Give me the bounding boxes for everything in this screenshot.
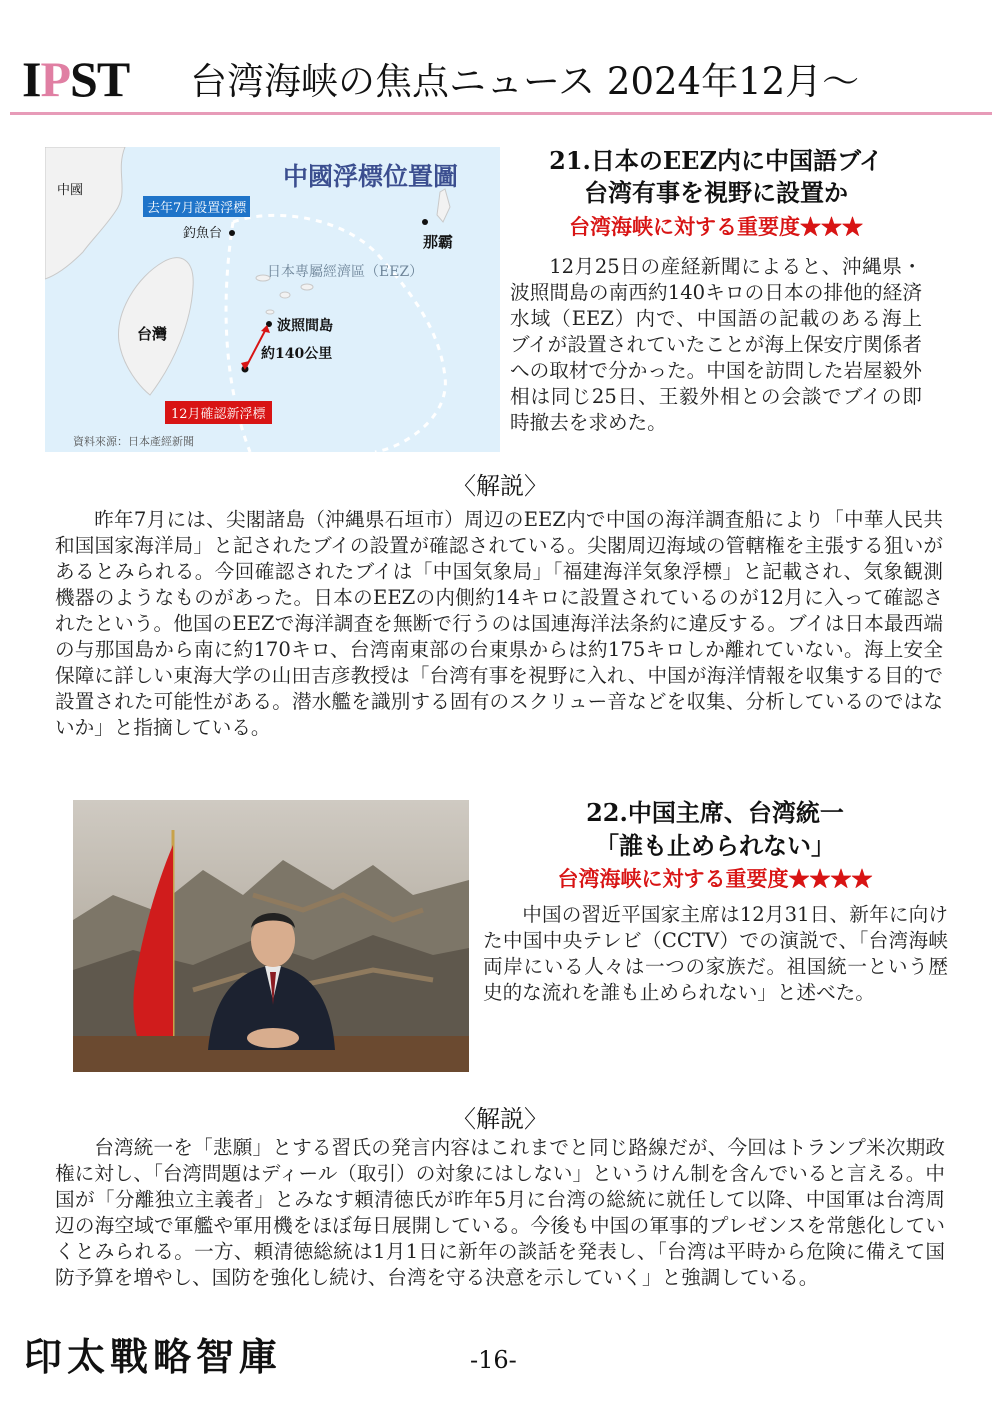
map-label-diaoyu: 釣魚台	[183, 226, 223, 241]
page-number: -16-	[470, 1346, 517, 1374]
article22-heading-line1: 22.中国主席、台湾統一	[586, 798, 844, 827]
map-label-distance: 約140公里	[261, 346, 333, 362]
article21-heading-line1: 21.日本のEEZ内に中国語ブイ	[549, 146, 883, 175]
map-label-china: 中國	[57, 183, 84, 198]
map-title: 中國浮標位置圖	[283, 162, 459, 191]
map-label-new-buoy: 12月確認新浮標	[165, 401, 272, 424]
article21-lead: 12月25日の産経新聞によると、沖縄県・波照間島の南西約140キロの日本の排他的経済水域（EEZ）内で、中国語の記載のある海上ブイが設置されていたことが海上保安庁関係者への取材で分かった。中国を訪問した岩屋毅外相は同じ25日、王毅外相との会談でブイの即時撤去を求めた。	[510, 255, 922, 434]
article21-kaisetsu-label: 〈解説〉	[452, 472, 548, 500]
ipst-logo: IPST	[22, 51, 130, 107]
footer-brand: 印太戰略智庫	[24, 1334, 283, 1379]
page-header-title: 台湾海峡の焦点ニュース 2024年12月～	[190, 60, 860, 103]
article22-importance: 台湾海峡に対する重要度★★★★	[557, 866, 873, 891]
article22-kaisetsu-label: 〈解説〉	[452, 1105, 548, 1133]
map-label-eez: 日本專屬經濟區（EEZ）	[267, 264, 424, 280]
buoy-location-map	[45, 147, 500, 452]
map-label-naha: 那霸	[423, 233, 454, 251]
map-label-last-year-buoy: 去年7月設置浮標	[143, 196, 250, 217]
map-label-hateruma: 波照間島	[277, 318, 333, 334]
article21-heading-line2: 台湾有事を視野に設置か	[584, 178, 848, 207]
xi-new-year-address-photo	[73, 800, 469, 1072]
article22-heading-line2: 「誰も止められない」	[595, 831, 835, 860]
header-divider	[10, 112, 992, 115]
article22-lead: 中国の習近平国家主席は12月31日、新年に向けた中国中央テレビ（CCTV）での演説で、「台湾海峡両岸にいる人々は一つの家族だ。祖国統一という歴史的な流れを誰も止められない」と述べた。	[483, 903, 948, 1004]
article21-kaisetsu: 昨年7月には、尖閣諸島（沖縄県石垣市）周辺のEEZ内で中国の海洋調査船により「中華人民共和国国家海洋局」と記されたブイの設置が確認されている。尖閣周辺海域の管轄権を主張する狙いがあるとみられる。今回確認されたブイは「中国気象局」「福建海洋気象浮標」と記載され、気象観測機器のようなものがあった。日本のEEZの内側約14キロに設置されているのが12月に入って確認されたという。他国のEEZで海洋調査を無断で行うのは国連海洋法条約に違反する。ブイは日本最西端の与那国島から南に約170キロ、台湾南東部の台東県からは約175キロしか離れていない。海上安全保障に詳しい東海大学の山田吉彦教授は「台湾有事を視野に入れ、中国が海洋情報を収集する目的で設置された可能性がある。潜水艦を識別する固有のスクリュー音などを収集、分析しているのではないか」と指摘している。	[55, 508, 943, 739]
map-source: 資料來源：日本產經新聞	[73, 435, 194, 448]
article22-kaisetsu: 台湾統一を「悲願」とする習氏の発言内容はこれまでと同じ路線だが、今回はトランプ米次期政権に対し、「台湾問題はディール（取引）の対象にはしない」というけん制を含んでいると言える。中国が「分離独立主義者」とみなす頼清徳氏が昨年5月に台湾の総統に就任して以降、中国軍は台湾周辺の海空域で軍艦や軍用機をほぼ毎日展開している。今後も中国の軍事的プレゼンスを常態化していくとみられる。一方、頼清徳総統は1月1日に新年の談話を発表し、「台湾は平時から危険に備えて国防予算を増やし、国防を強化し続け、台湾を守る決意を示していく」と強調している。	[55, 1136, 945, 1289]
article21-importance: 台湾海峡に対する重要度★★★	[569, 214, 863, 239]
map-label-taiwan: 台灣	[137, 325, 168, 343]
